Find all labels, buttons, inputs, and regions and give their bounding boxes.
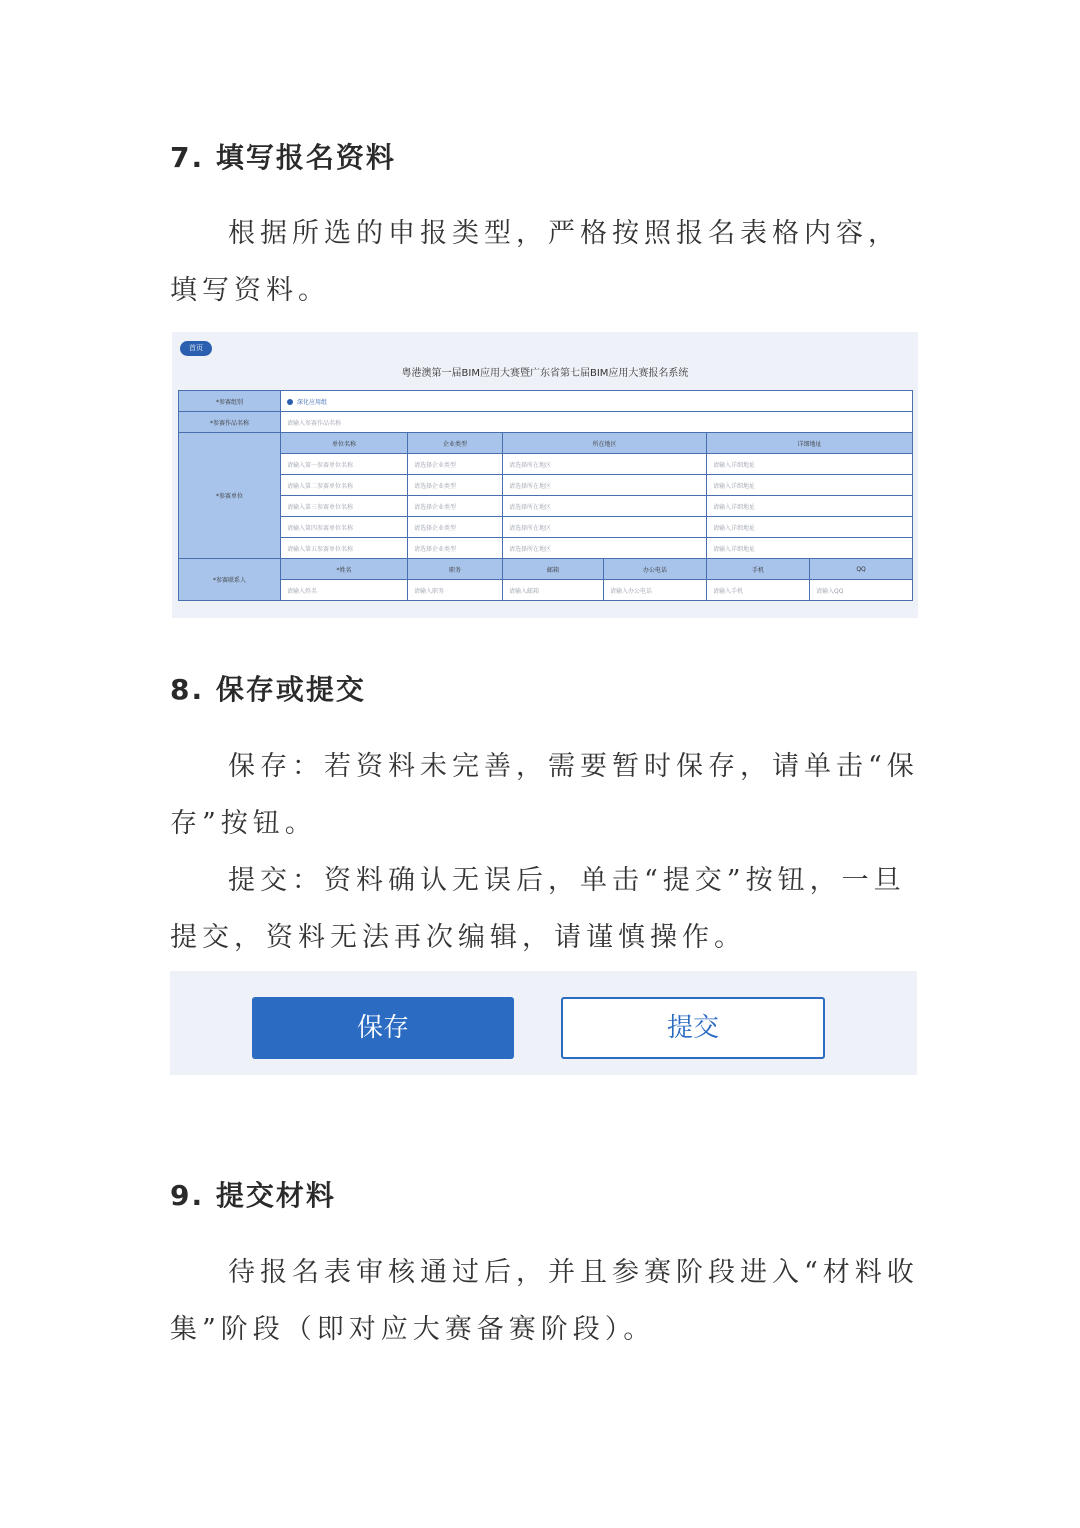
unit-region-select[interactable]: 请选择所在地区 <box>503 517 707 538</box>
contact-header-mobile: 手机 <box>707 559 810 580</box>
unit-type-select[interactable]: 请选择企业类型 <box>408 538 503 559</box>
unit-address-input[interactable]: 请输入详细地址 <box>707 538 913 559</box>
unit-address-input[interactable]: 请输入详细地址 <box>707 454 913 475</box>
contact-header-title: 职务 <box>408 559 503 580</box>
contact-mobile-input[interactable]: 请输入手机 <box>707 580 810 601</box>
home-button[interactable]: 首页 <box>180 341 212 356</box>
contact-header-office-phone: 办公电话 <box>604 559 707 580</box>
unit-name-input[interactable]: 请输入第四参赛单位名称 <box>281 517 408 538</box>
system-title: 粤港澳第一届BIM应用大赛暨广东省第七届BIM应用大赛报名系统 <box>401 368 689 379</box>
section-7-paragraph: 根据所选的申报类型，严格按照报名表格内容，填写资料。 <box>170 218 900 306</box>
work-name-input[interactable]: 请输入参赛作品名称 <box>281 412 913 433</box>
section-9-heading: 9. 提交材料 <box>170 1179 336 1212</box>
unit-header-address: 详细地址 <box>707 433 913 454</box>
section-8-save-paragraph: 保存：若资料未完善，需要暂时保存，请单击“保存”按钮。 <box>170 751 919 839</box>
section-8-heading: 8. 保存或提交 <box>170 673 366 706</box>
unit-header-name: 单位名称 <box>281 433 408 454</box>
group-radio[interactable]: 深化应用组 <box>281 391 913 412</box>
registration-form-screenshot <box>172 332 918 618</box>
contact-qq-input[interactable]: 请输入QQ <box>810 580 913 601</box>
unit-region-select[interactable]: 请选择所在地区 <box>503 475 707 496</box>
unit-name-input[interactable]: 请输入第五参赛单位名称 <box>281 538 408 559</box>
unit-region-select[interactable]: 请选择所在地区 <box>503 454 707 475</box>
contact-label: *参赛联系人 <box>179 559 281 601</box>
unit-name-input[interactable]: 请输入第一参赛单位名称 <box>281 454 408 475</box>
unit-type-select[interactable]: 请选择企业类型 <box>408 517 503 538</box>
unit-region-select[interactable]: 请选择所在地区 <box>503 496 707 517</box>
unit-label: *参赛单位 <box>179 433 281 559</box>
unit-header-region: 所在地区 <box>503 433 707 454</box>
unit-address-input[interactable]: 请输入详细地址 <box>707 517 913 538</box>
unit-name-input[interactable]: 请输入第二参赛单位名称 <box>281 475 408 496</box>
section-7-heading: 7. 填写报名资料 <box>170 141 396 174</box>
contact-email-input[interactable]: 请输入邮箱 <box>503 580 604 601</box>
section-8-submit-paragraph: 提交：资料确认无误后，单击“提交”按钮，一旦提交，资料无法再次编辑，请谨慎操作。 <box>170 865 906 953</box>
unit-address-input[interactable]: 请输入详细地址 <box>707 496 913 517</box>
unit-header-type: 企业类型 <box>408 433 503 454</box>
unit-address-input[interactable]: 请输入详细地址 <box>707 475 913 496</box>
registration-form-table <box>178 390 913 601</box>
unit-name-input[interactable]: 请输入第三参赛单位名称 <box>281 496 408 517</box>
group-label: *参赛组别 <box>179 391 281 412</box>
contact-header-email: 邮箱 <box>503 559 604 580</box>
contact-header-name: *姓名 <box>281 559 408 580</box>
unit-type-select[interactable]: 请选择企业类型 <box>408 454 503 475</box>
submit-button[interactable]: 提交 <box>561 997 825 1059</box>
unit-type-select[interactable]: 请选择企业类型 <box>408 496 503 517</box>
contact-name-input[interactable]: 请输入姓名 <box>281 580 408 601</box>
contact-title-input[interactable]: 请输入职务 <box>408 580 503 601</box>
save-button[interactable]: 保存 <box>252 997 514 1059</box>
contact-header-qq: QQ <box>810 559 913 580</box>
unit-region-select[interactable]: 请选择所在地区 <box>503 538 707 559</box>
section-9-paragraph: 待报名表审核通过后，并且参赛阶段进入“材料收集”阶段（即对应大赛备赛阶段）。 <box>170 1257 919 1345</box>
radio-selected-icon <box>287 399 293 405</box>
work-name-label: *参赛作品名称 <box>179 412 281 433</box>
buttons-screenshot <box>170 971 917 1075</box>
contact-office-phone-input[interactable]: 请输入办公电话 <box>604 580 707 601</box>
unit-type-select[interactable]: 请选择企业类型 <box>408 475 503 496</box>
